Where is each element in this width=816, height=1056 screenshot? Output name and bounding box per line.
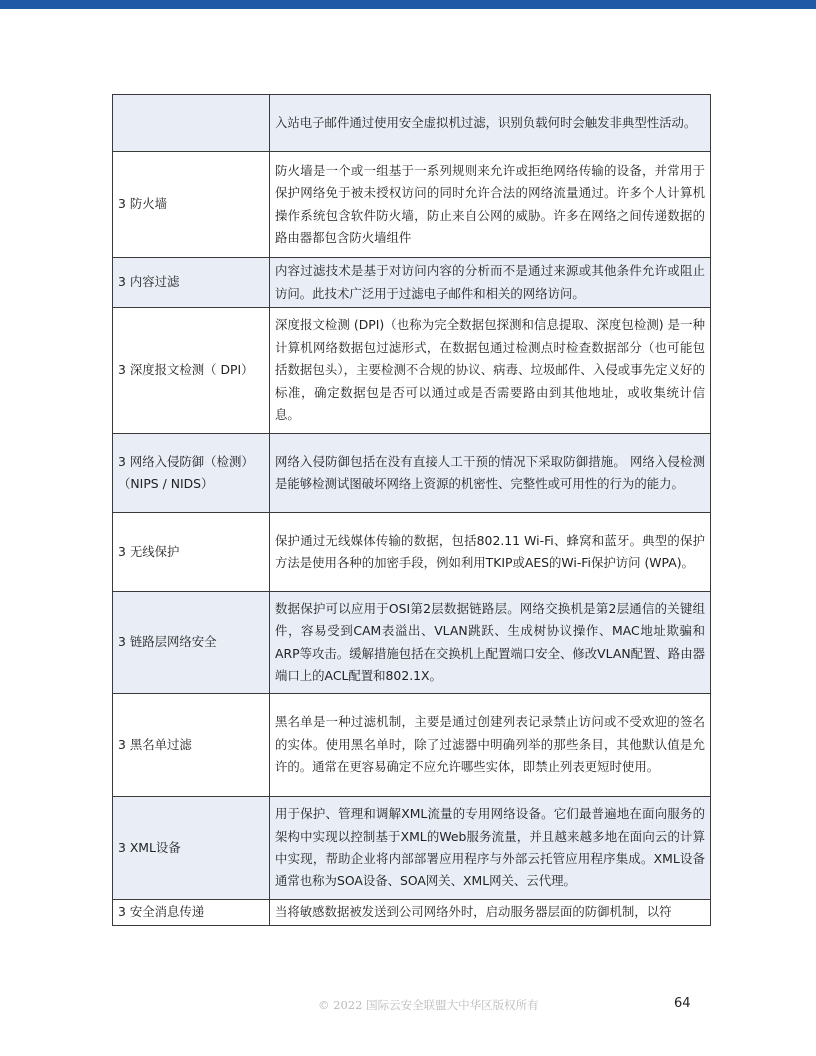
table-row (113, 258, 711, 308)
control-description-cell: 当将敏感数据被发送到公司网络外时，启动服务器层面的防御机制，以符 (270, 900, 711, 926)
control-description-cell: 深度报文检测 (DPI)（也称为完全数据包探测和信息提取、深度包检测) 是一种计算机网络数据包过滤形式，在数据包通过检测点时检查数据部分（也可能包括数据包头），主要检测不合规的协议、病毒、垃圾邮件、入侵或事先定义好的标准，确定数据包是否可以通过或是否需要路由到其他地址，或收集统计信息。 (270, 308, 711, 434)
top-accent-bar (0, 0, 816, 9)
control-description-cell: 用于保护、管理和调解XML流量的专用网络设备。它们最普遍地在面向服务的架构中实现以控制基于XML的Web服务流量，并且越来越多地在面向云的计算中实现，帮助企业将内部部署应用程序与外部云托管应用程序集成。XML设备通常也称为SOA设备、SOA网关、XML网关、云代理。 (270, 797, 711, 900)
control-description-cell: 保护通过无线媒体传输的数据，包括802.11 Wi-Fi、蜂窝和蓝牙。典型的保护方法是使用各种的加密手段，例如利用TKIP或AES的Wi-Fi保护访问 (WPA)。 (270, 513, 711, 592)
control-name-cell: 3 无线保护 (113, 513, 270, 592)
table-row (113, 434, 711, 513)
table-row (113, 694, 711, 797)
page-number: 64 (674, 996, 691, 1011)
control-name-cell (113, 95, 270, 152)
control-description-cell: 防火墙是一个或一组基于一系列规则来允许或拒绝网络传输的设备，并常用于保护网络免于被未授权访问的同时允许合法的网络流量通过。许多个人计算机操作系统包含软件防火墙，防止来自公网的威胁。许多在网络之间传递数据的路由器都包含防火墙组件 (270, 152, 711, 258)
table-row (113, 900, 711, 926)
control-name-cell: 3 内容过滤 (113, 258, 270, 308)
control-description-cell: 黑名单是一种过滤机制，主要是通过创建列表记录禁止访问或不受欢迎的签名的实体。使用黑名单时，除了过滤器中明确列举的那些条目，其他默认值是允许的。通常在更容易确定不应允许哪些实体，即禁止列表更短时使用。 (270, 694, 711, 797)
control-name-cell: 3 XML设备 (113, 797, 270, 900)
page-footer (0, 997, 816, 1017)
table-row (113, 95, 711, 152)
control-name-cell: 3 安全消息传递 (113, 900, 270, 926)
control-name-cell: 3 深度报文检测（ DPI） (113, 308, 270, 434)
control-name-cell: 3 链路层网络安全 (113, 592, 270, 694)
control-description-cell: 入站电子邮件通过使用安全虚拟机过滤，识别负载何时会触发非典型性活动。 (270, 95, 711, 152)
table-row (113, 513, 711, 592)
control-description-cell: 内容过滤技术是基于对访问内容的分析而不是通过来源或其他条件允许或阻止访问。此技术广泛用于过滤电子邮件和相关的网络访问。 (270, 258, 711, 308)
control-description-cell: 网络入侵防御包括在没有直接人工干预的情况下采取防御措施。 网络入侵检测是能够检测试图破坏网络上资源的机密性、完整性或可用性的行为的能力。 (270, 434, 711, 513)
table-row (113, 592, 711, 694)
control-name-cell: 3 黑名单过滤 (113, 694, 270, 797)
control-name-cell: 3 防火墙 (113, 152, 270, 258)
table-row (113, 308, 711, 434)
control-name-cell: 3 网络入侵防御（检测）（NIPS / NIDS） (113, 434, 270, 513)
security-controls-table (112, 94, 711, 926)
table-row (113, 152, 711, 258)
table-row (113, 797, 711, 900)
control-description-cell: 数据保护可以应用于OSI第2层数据链路层。网络交换机是第2层通信的关键组件，容易受到CAM表溢出、VLAN跳跃、生成树协议操作、MAC地址欺骗和ARP等攻击。缓解措施包括在交换机上配置端口安全、修改VLAN配置、路由器端口上的ACL配置和802.1X。 (270, 592, 711, 694)
copyright-notice: © 2022 国际云安全联盟大中华区版权所有 (318, 998, 539, 1012)
